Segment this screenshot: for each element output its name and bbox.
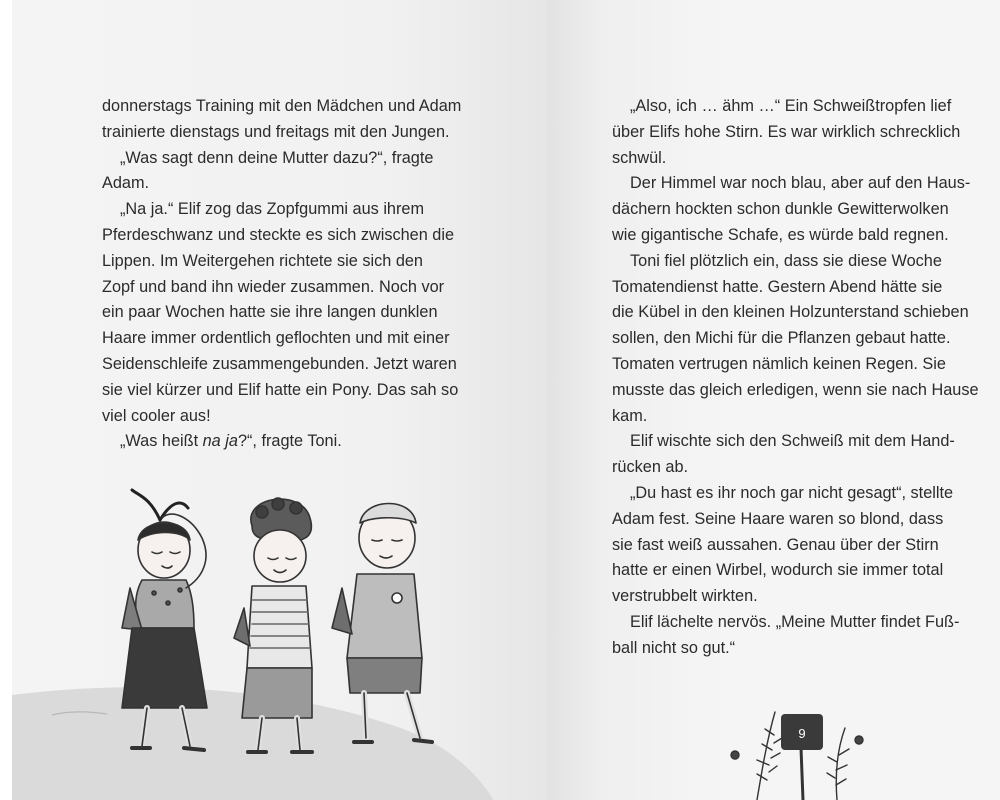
text-line: viel cooler aus! [102, 406, 211, 425]
text-line: Zopf und band ihn wieder zusammen. Noch vor [102, 277, 445, 296]
text-line: Lippen. Im Weitergehen richtete sie sich den [102, 251, 423, 270]
text-line: hatte er einen Wirbel, wodurch sie immer total [612, 561, 944, 580]
text-line: Tomaten vertrugen nämlich keinen Regen. Sie [612, 354, 946, 373]
left-page-text [102, 94, 542, 455]
text-line: musste das gleich erledigen, wenn sie nach Hause [612, 380, 979, 399]
left-page [12, 0, 547, 800]
text-line: dächern hockten schon dunkle Gewitterwolken [612, 200, 949, 219]
text-line: Adam. [102, 174, 150, 193]
text-line: Seidenschleife zusammengebunden. Jetzt waren [102, 354, 457, 373]
text-line: „Du hast es ihr noch gar nicht gesagt“, stellte [630, 483, 954, 502]
text-line: sie fast weiß aussahen. Genau über der Stirn [612, 535, 939, 554]
text-line: Tomatendienst hatte. Gestern Abend hätte sie [612, 277, 943, 296]
right-page-text [612, 94, 997, 662]
page-number: 9 [798, 726, 806, 741]
text-line: sie viel kürzer und Elif hatte ein Pony. Das sah so [102, 380, 459, 399]
text-line: wie gigantische Schafe, es würde bald regnen. [612, 225, 949, 244]
text-line: „Na ja.“ Elif zog das Zopfgummi aus ihrem [120, 200, 425, 219]
text-line: Toni fiel plötzlich ein, dass sie diese Woche [630, 251, 942, 270]
text-line: verstrubbelt wirkten. [612, 587, 758, 606]
text-segment: ?“, fragte Toni. [237, 432, 342, 451]
text-line: donnerstags Training mit den Mädchen und Adam [102, 97, 462, 115]
text-line: Pferdeschwanz und steckte es sich zwischen die [102, 225, 455, 244]
text-line: kam. [612, 406, 648, 425]
text-line: Elif wischte sich den Schweiß mit dem Hand- [630, 432, 955, 451]
text-line: Adam fest. Seine Haare waren so blond, dass [612, 509, 944, 528]
text-line: sollen, den Michi für die Pflanzen gebaut hatte. [612, 329, 951, 348]
text-line: Der Himmel war noch blau, aber auf den Haus- [630, 174, 971, 193]
text-line: Elif lächelte nervös. „Meine Mutter findet Fuß- [630, 612, 960, 631]
text-line: „Also, ich … ähm …“ Ein Schweißtropfen lief [630, 97, 952, 115]
garden-sign-plants-icon [717, 700, 877, 800]
text-line: ein paar Wochen hatte sie ihre langen dunklen [102, 303, 438, 322]
italic-text: na ja [202, 432, 238, 451]
text-segment: „Was heißt [120, 432, 203, 451]
right-page [547, 0, 1000, 800]
text-line: trainierte dienstags und freitags mit den Jungen. [102, 122, 450, 141]
text-line: über Elifs hohe Stirn. Es war wirklich schrecklich [612, 122, 961, 141]
text-line: „Was sagt denn deine Mutter dazu?“, fragte [120, 148, 434, 167]
text-line: ball nicht so gut.“ [612, 638, 736, 657]
text-line: Haare immer ordentlich geflochten und mit einer [102, 329, 450, 348]
text-line: die Kübel in den kleinen Holzunterstand schieben [612, 303, 969, 322]
text-line: rücken ab. [612, 458, 689, 477]
text-line: schwül. [612, 148, 667, 167]
text-line-with-italic [102, 429, 542, 455]
three-children-walking-icon [102, 478, 462, 768]
